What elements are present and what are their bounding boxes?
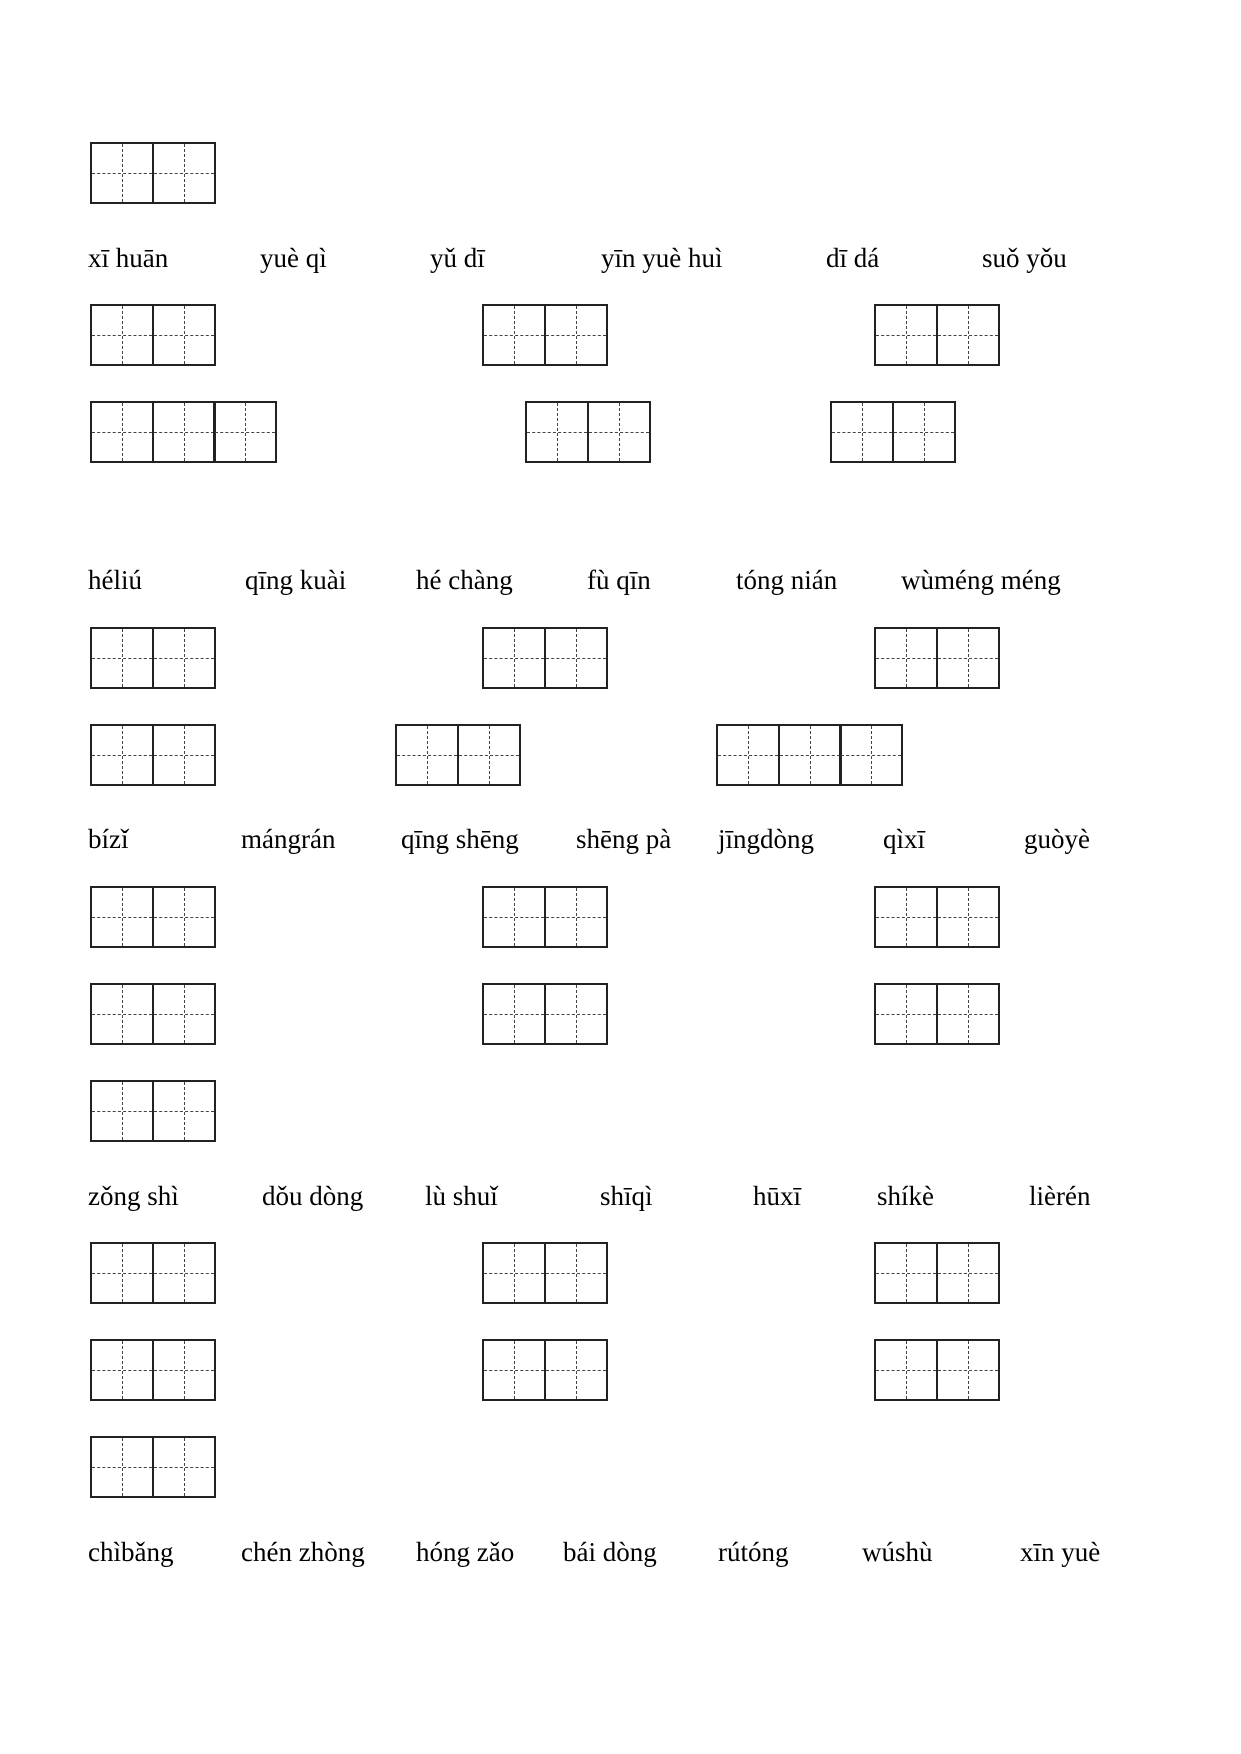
pinyin-word: xī huān: [88, 243, 169, 273]
grid-cell[interactable]: [874, 627, 938, 689]
grid-cell[interactable]: [874, 304, 938, 366]
pinyin-word: rútóng: [718, 1537, 789, 1567]
pinyin-word: hóng zǎo: [416, 1537, 515, 1567]
writing-grid[interactable]: [90, 304, 216, 366]
pinyin-word: shíkè: [877, 1181, 934, 1211]
pinyin-word: qìxī: [883, 824, 926, 854]
writing-grid[interactable]: [395, 724, 521, 786]
writing-grid[interactable]: [525, 401, 651, 463]
pinyin-word: bái dòng: [563, 1537, 657, 1567]
writing-grid[interactable]: [716, 724, 903, 786]
grid-cell[interactable]: [152, 401, 216, 463]
grid-cell[interactable]: [152, 304, 216, 366]
writing-grid[interactable]: [90, 401, 277, 463]
pinyin-word: jīngdòng: [718, 824, 815, 854]
grid-cell[interactable]: [482, 886, 546, 948]
grid-cell[interactable]: [936, 983, 1000, 1045]
grid-cell[interactable]: [544, 627, 608, 689]
grid-cell[interactable]: [544, 886, 608, 948]
pinyin-word: wùméng méng: [901, 565, 1061, 595]
pinyin-word: lù shuǐ: [425, 1181, 498, 1211]
writing-grid[interactable]: [874, 983, 1000, 1045]
grid-cell[interactable]: [936, 304, 1000, 366]
pinyin-word: dǒu dòng: [262, 1181, 364, 1211]
grid-cell[interactable]: [90, 627, 154, 689]
pinyin-word: héliú: [88, 565, 142, 595]
grid-cell[interactable]: [152, 1080, 216, 1142]
writing-grid[interactable]: [90, 886, 216, 948]
grid-cell[interactable]: [716, 724, 780, 786]
writing-grid[interactable]: [482, 304, 608, 366]
grid-cell[interactable]: [936, 627, 1000, 689]
grid-cell[interactable]: [90, 304, 154, 366]
pinyin-word: yīn yuè huì: [601, 243, 723, 273]
grid-cell[interactable]: [544, 1339, 608, 1401]
grid-cell[interactable]: [482, 627, 546, 689]
grid-cell[interactable]: [830, 401, 894, 463]
grid-cell[interactable]: [874, 983, 938, 1045]
grid-cell[interactable]: [90, 142, 154, 204]
pinyin-word: chén zhòng: [241, 1537, 365, 1567]
pinyin-word: hūxī: [753, 1181, 802, 1211]
grid-cell[interactable]: [874, 886, 938, 948]
pinyin-word: qīng shēng: [401, 824, 519, 854]
grid-cell[interactable]: [395, 724, 459, 786]
grid-cell[interactable]: [152, 142, 216, 204]
grid-cell[interactable]: [152, 886, 216, 948]
pinyin-word: chìbǎng: [88, 1537, 174, 1567]
writing-grid[interactable]: [90, 1339, 216, 1401]
pinyin-word: yuè qì: [260, 243, 327, 273]
grid-cell[interactable]: [482, 1242, 546, 1304]
grid-cell[interactable]: [90, 1242, 154, 1304]
pinyin-word: shēng pà: [576, 824, 672, 854]
pinyin-word: xīn yuè: [1020, 1537, 1101, 1567]
pinyin-word: fù qīn: [587, 565, 651, 595]
grid-cell[interactable]: [152, 1242, 216, 1304]
pinyin-word: yǔ dī: [430, 243, 485, 273]
grid-cell[interactable]: [152, 1339, 216, 1401]
writing-grid[interactable]: [90, 142, 216, 204]
grid-cell[interactable]: [587, 401, 651, 463]
grid-cell[interactable]: [152, 724, 216, 786]
grid-cell[interactable]: [544, 983, 608, 1045]
grid-cell[interactable]: [90, 1436, 154, 1498]
writing-grid[interactable]: [830, 401, 956, 463]
writing-grid[interactable]: [90, 724, 216, 786]
writing-grid[interactable]: [482, 1339, 608, 1401]
pinyin-word: hé chàng: [416, 565, 513, 595]
grid-cell[interactable]: [544, 1242, 608, 1304]
writing-grid[interactable]: [874, 1242, 1000, 1304]
grid-cell[interactable]: [936, 1242, 1000, 1304]
grid-cell[interactable]: [90, 401, 154, 463]
grid-cell[interactable]: [892, 401, 956, 463]
writing-grid[interactable]: [874, 1339, 1000, 1401]
grid-cell[interactable]: [90, 1339, 154, 1401]
writing-grid[interactable]: [90, 627, 216, 689]
pinyin-word: lièrén: [1029, 1181, 1091, 1211]
grid-cell[interactable]: [152, 983, 216, 1045]
writing-grid[interactable]: [482, 886, 608, 948]
writing-grid[interactable]: [874, 304, 1000, 366]
pinyin-word: bízǐ: [88, 824, 129, 854]
grid-cell[interactable]: [213, 401, 277, 463]
pinyin-word: guòyè: [1024, 824, 1090, 854]
grid-cell[interactable]: [936, 886, 1000, 948]
grid-cell[interactable]: [525, 401, 589, 463]
grid-cell[interactable]: [778, 724, 842, 786]
pinyin-word: wúshù: [862, 1537, 933, 1567]
writing-grid[interactable]: [90, 1242, 216, 1304]
grid-cell[interactable]: [482, 1339, 546, 1401]
pinyin-word: tóng nián: [736, 565, 838, 595]
grid-cell[interactable]: [457, 724, 521, 786]
pinyin-word: dī dá: [826, 243, 880, 273]
grid-cell[interactable]: [874, 1339, 938, 1401]
pinyin-word: mángrán: [241, 824, 336, 854]
grid-cell[interactable]: [90, 983, 154, 1045]
pinyin-word: shīqì: [600, 1181, 653, 1211]
pinyin-word: qīng kuài: [245, 565, 347, 595]
grid-cell[interactable]: [874, 1242, 938, 1304]
writing-grid[interactable]: [874, 886, 1000, 948]
pinyin-word: suǒ yǒu: [982, 243, 1067, 273]
writing-grid[interactable]: [482, 1242, 608, 1304]
writing-grid[interactable]: [90, 1080, 216, 1142]
grid-cell[interactable]: [482, 983, 546, 1045]
writing-grid[interactable]: [482, 627, 608, 689]
writing-grid[interactable]: [482, 983, 608, 1045]
writing-grid[interactable]: [90, 1436, 216, 1498]
writing-grid[interactable]: [90, 983, 216, 1045]
grid-cell[interactable]: [90, 886, 154, 948]
grid-cell[interactable]: [90, 1080, 154, 1142]
writing-grid[interactable]: [874, 627, 1000, 689]
pinyin-word: zǒng shì: [88, 1181, 179, 1211]
grid-cell[interactable]: [544, 304, 608, 366]
grid-cell[interactable]: [839, 724, 903, 786]
grid-cell[interactable]: [152, 1436, 216, 1498]
grid-cell[interactable]: [152, 627, 216, 689]
grid-cell[interactable]: [90, 724, 154, 786]
grid-cell[interactable]: [482, 304, 546, 366]
grid-cell[interactable]: [936, 1339, 1000, 1401]
